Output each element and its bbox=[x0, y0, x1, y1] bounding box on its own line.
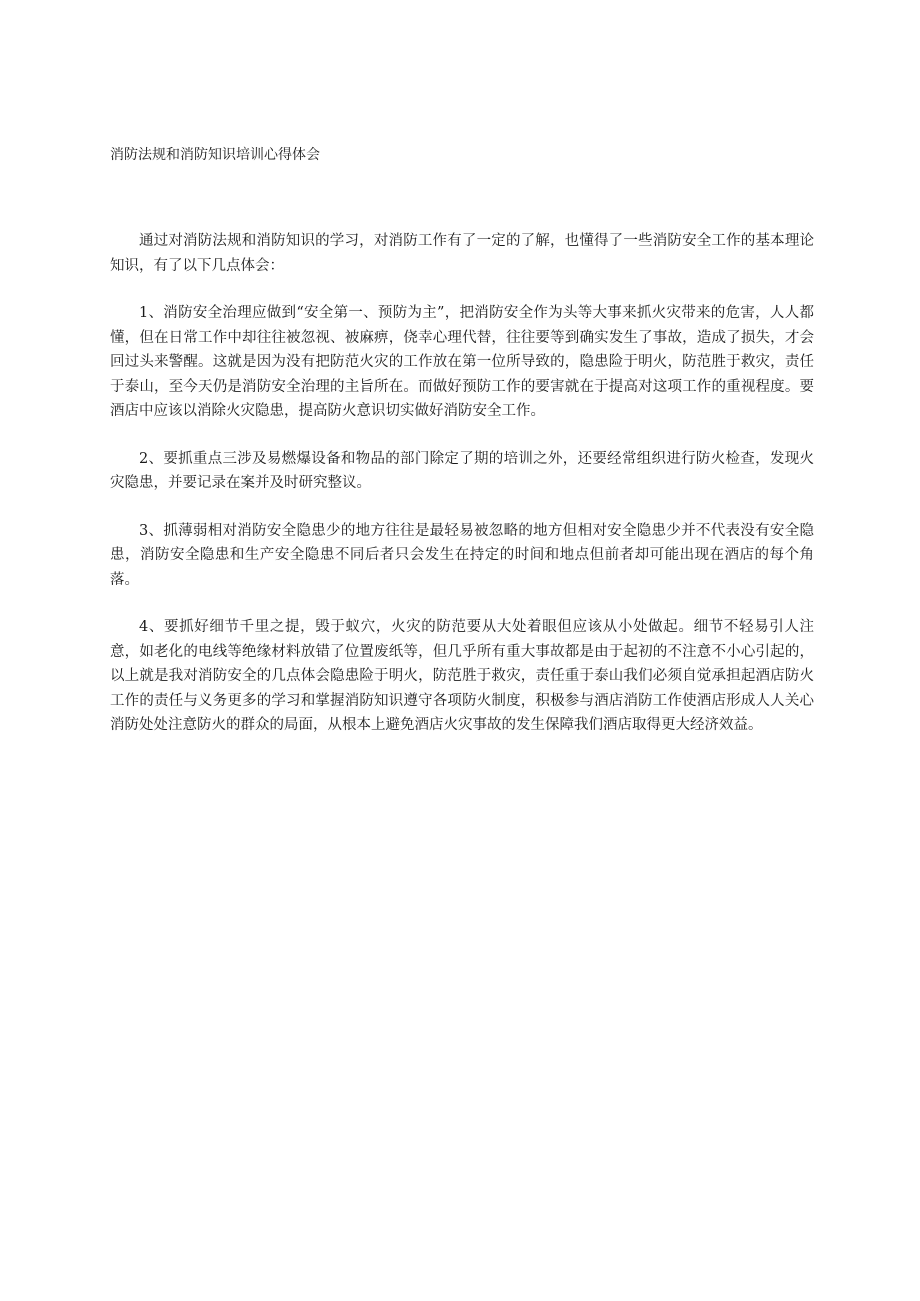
point-3-paragraph: 3、抓薄弱相对消防安全隐患少的地方往往是最轻易被忽略的地方但相对安全隐患少并不代表没有安全隐患，消防安全隐患和生产安全隐患不同后者只会发生在持定的时间和地点但前者却可能出现在酒店的每个角落。 bbox=[110, 522, 814, 588]
document-body bbox=[110, 229, 814, 761]
point-2-paragraph: 2、要抓重点三涉及易燃爆设备和物品的部门除定了期的培训之外，还要经常组织进行防火检查，发现火灾隐患，并要记录在案并及时研究整议。 bbox=[110, 450, 814, 491]
point-1-paragraph: 1、消防安全治理应做到“安全第一、预防为主”，把消防安全作为头等大事来抓火灾带来的危害，人人都懂，但在日常工作中却往往被忽视、被麻痹，侥幸心理代替，往往要等到确实发生了事故，造成了损失，才会回过头来警醒。这就是因为没有把防范火灾的工作放在第一位所导致的，隐患险于明火，防范胜于救灾，责任于泰山，至今天仍是消防安全治理的主旨所在。而做好预防工作的要害就在于提高对这项工作的重视程度。要酒店中应该以消除火灾隐患，提高防火意识切实做好消防安全工作。 bbox=[110, 305, 814, 419]
document-title: 消防法规和消防知识培训心得体会 bbox=[110, 147, 320, 163]
intro-paragraph: 通过对消防法规和消防知识的学习，对消防工作有了一定的了解，也懂得了一些消防安全工作的基本理论知识，有了以下几点体会： bbox=[110, 233, 814, 274]
point-4-paragraph: 4、要抓好细节千里之提，毁于蚁穴，火灾的防范要从大处着眼但应该从小处做起。细节不轻易引人注意，如老化的电线等绝缘材料放错了位置废纸等，但几乎所有重大事故都是由于起初的不注意不小心引起的，以上就是我对消防安全的几点体会隐患险于明火，防范胜于救灾，责任重于泰山我们必须自觉承担起酒店防火工作的责任与义务更多的学习和掌握消防知识遵守各项防火制度，积极参与酒店消防工作使酒店形成人人关心消防处处注意防火的群众的局面，从根本上避免酒店火灾事故的发生保障我们酒店取得更大经济效益。 bbox=[110, 619, 814, 733]
